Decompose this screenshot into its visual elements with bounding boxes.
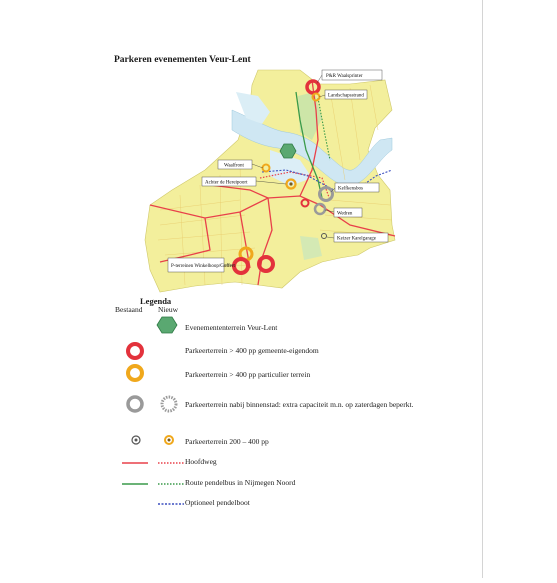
small-ring-icon xyxy=(129,433,143,447)
legend-col-existing: Bestaand xyxy=(115,305,143,314)
legend-row-main-road xyxy=(120,455,480,477)
label-landschapsstrand: Landschapsstrand xyxy=(328,93,364,99)
legend-row-shuttle-boat xyxy=(120,496,480,518)
label-wedren: Wedren xyxy=(337,211,353,217)
legend-text-event-site: Evenemententerrein Veur-Lent xyxy=(185,323,278,332)
label-pr-waalsprinter: P&R Waalsprinter xyxy=(326,74,363,79)
legend-row-shuttle-bus xyxy=(120,476,480,498)
event-site-hexagon xyxy=(280,144,296,158)
grey-ring-new-icon xyxy=(158,393,180,415)
boat-line-icon xyxy=(158,502,184,506)
legend-row-parking-municipal xyxy=(120,340,480,362)
red-ring-icon xyxy=(124,340,146,362)
legend-text-parking-small: Parkeerterrein 200 – 400 pp xyxy=(185,437,269,446)
map-title: Parkeren evenementen Veur-Lent xyxy=(114,55,251,65)
legend-row-parking-city xyxy=(120,393,480,421)
label-parkeerterrein-winkelcentrum: P-terreinen Winkelhoop/Goffert xyxy=(171,264,235,269)
label-keizer-karelgarage: Keizer Karelgarage xyxy=(337,236,376,242)
bus-line-new-icon xyxy=(158,482,184,486)
road-line-icon xyxy=(122,461,148,465)
orange-ring-icon xyxy=(124,362,146,384)
hexagon-icon xyxy=(156,315,178,335)
label-kelfkensbos: Kelfkensbos xyxy=(338,186,363,192)
legend-col-new: Nieuw xyxy=(158,305,178,314)
label-waalfront: Waalfront xyxy=(224,163,244,169)
legend-row-event-site xyxy=(120,315,480,337)
legend-row-parking-private xyxy=(120,362,480,384)
legend-text-parking-private: Parkeerterrein > 400 pp particulier terrein xyxy=(185,370,311,379)
legend-text-main-road: Hoofdweg xyxy=(185,457,217,466)
parking-small-hereipoort xyxy=(289,182,292,185)
bus-line-icon xyxy=(122,482,148,486)
legend-text-parking-municipal: Parkeerterrein > 400 pp gemeente-eigendom xyxy=(185,346,319,355)
legend-text-shuttle-boat: Optioneel pendelboot xyxy=(185,498,250,507)
legend-row-parking-small xyxy=(120,433,480,455)
label-achter-de-hereipoort: Achter de Hereipoort xyxy=(205,180,248,186)
legend-text-parking-city: Parkeerterrein nabij binnenstad: extra capaciteit m.n. op zaterdagen beperkt. xyxy=(185,400,414,409)
small-ring-orange-icon xyxy=(162,433,176,447)
grey-ring-icon xyxy=(124,393,146,415)
legend-text-shuttle-bus: Route pendelbus in Nijmegen Noord xyxy=(185,478,296,487)
legend-title: Legenda xyxy=(140,296,172,306)
road-line-new-icon xyxy=(158,461,184,465)
